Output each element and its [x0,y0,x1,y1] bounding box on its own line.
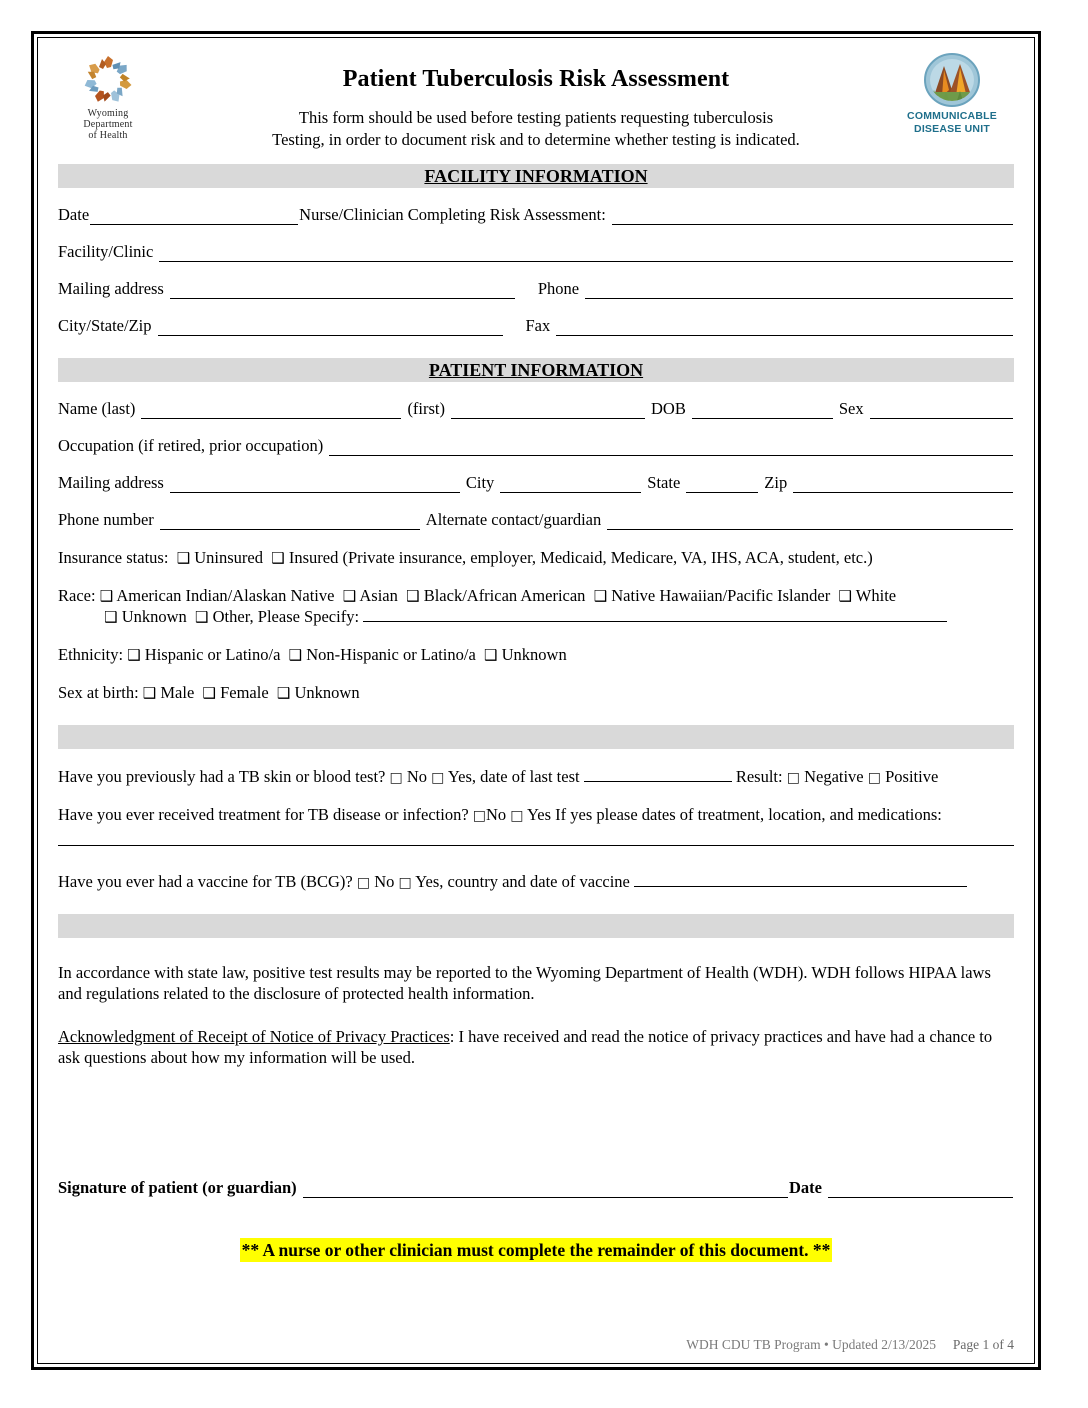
checkbox-previous-test-no[interactable]: □ [389,770,403,786]
patient-state-label: State [647,473,681,492]
privacy-state-law-paragraph: In accordance with state law, positive test results may be reported to the Wyoming Department of Health (WDH). WDH follows HIPAA laws and regulations related to the disclosure of protected health information. [58,963,991,1003]
footer-separator: • [824,1337,829,1352]
wyoming-department-of-health-logo [64,52,152,141]
facility-mailing-label: Mailing address [58,279,164,298]
section-header-tb-history [58,725,1014,749]
signature-input[interactable] [303,1182,788,1198]
cdu-logo-line-2: DISEASE UNIT [914,122,990,135]
patient-sex-at-birth-row [58,682,1014,703]
patient-ethnicity-label: Ethnicity: [58,645,124,664]
patient-sex-option-female: Female [220,683,269,702]
patient-sex-option-unknown: Unknown [294,683,360,702]
checkbox-treatment-no[interactable]: □ [472,808,486,824]
checkbox-ethnicity-hispanic[interactable]: ❑ [127,646,141,664]
tb-bcg-no-label: No [374,872,395,891]
patient-race-option-other-label: Other, Please Specify: [212,607,360,626]
tb-previous-test-date-input[interactable] [584,767,732,782]
facility-city-state-zip-label: City/State/Zip [58,316,152,335]
patient-phone-row [58,510,1014,530]
privacy-acknowledgment-body: : I have received and read the notice of privacy practices and have had a chance to ask questions about how my information will be used. [58,1027,993,1067]
tb-bcg-question: Have you ever had a vaccine for TB (BCG)? [58,872,353,891]
patient-name-last-input[interactable] [141,403,401,419]
tb-previous-test-no-label: No [406,767,428,786]
patient-sex-label: Sex [838,399,864,418]
footer-program: WDH CDU TB Program [686,1337,821,1352]
checkbox-insured[interactable]: ❑ [271,549,285,567]
wdh-logo-line-3: of Health [88,130,128,141]
patient-zip-input[interactable] [793,477,1013,493]
patient-insurance-option-insured: Insured (Private insurance, employer, Medicaid, Medicare, VA, IHS, ACA, student, etc.) [288,548,873,567]
patient-insurance-row [58,547,1014,568]
subtitle-line-2: Testing, in order to document risk and to determine whether testing is indicated. [272,130,800,149]
document-page [31,31,1041,1370]
patient-phone-input[interactable] [160,514,420,530]
patient-insurance-option-uninsured: Uninsured [194,548,264,567]
checkbox-race-native-hawaiian-pacific-islander[interactable]: ❑ [593,587,608,605]
privacy-acknowledgment-paragraph [58,1026,1014,1068]
section-header-facility-information-label: FACILITY INFORMATION [424,166,648,186]
checkbox-ethnicity-unknown[interactable]: ❑ [484,646,498,664]
checkbox-uninsured[interactable]: ❑ [176,549,191,567]
checkbox-result-negative[interactable]: □ [786,770,800,786]
patient-name-last-label: Name (last) [58,399,136,418]
patient-alternate-label: Alternate contact/guardian [425,510,602,529]
facility-mailing-row [58,279,1014,299]
patient-city-input[interactable] [500,477,641,493]
tb-bcg-row [58,871,1014,892]
tb-previous-test-yes-label: Yes, date of last test [447,767,580,786]
checkbox-race-american-indian-alaskan-native[interactable]: ❑ [99,587,114,605]
checkbox-race-asian[interactable]: ❑ [342,587,357,605]
checkbox-race-black-african-american[interactable]: ❑ [406,587,420,605]
tb-treatment-yes-label: Yes If yes please dates of treatment, location, and medications: [527,805,942,824]
tb-treatment-question: Have you ever received treatment for TB disease or infection? [58,805,469,824]
patient-race-row [58,585,1014,627]
checkbox-bcg-no[interactable]: □ [356,875,371,891]
patient-name-first-input[interactable] [451,403,645,419]
patient-sex-at-birth-label: Sex at birth: [58,683,139,702]
tb-previous-test-row [58,766,1014,787]
checkbox-treatment-yes[interactable]: □ [510,808,524,824]
facility-phone-input[interactable] [585,283,1013,299]
section-header-facility-information [58,164,1014,188]
facility-date-label: Date [58,205,90,224]
patient-ethnicity-option-unknown: Unknown [501,645,567,664]
patient-dob-input[interactable] [692,403,833,419]
facility-city-state-zip-input[interactable] [158,320,503,336]
signature-date-input[interactable] [828,1182,1013,1198]
patient-insurance-label: Insurance status: [58,548,169,567]
page-content [38,38,1034,1363]
facility-city-state-zip-row [58,316,1014,336]
facility-fax-input[interactable] [556,320,1013,336]
tb-previous-test-question: Have you previously had a TB skin or blood test? [58,767,386,786]
facility-date-input[interactable] [90,209,298,225]
checkbox-result-positive[interactable]: □ [867,770,881,786]
page-footer [686,1337,1014,1353]
communicable-disease-unit-logo [896,52,1008,135]
facility-phone-label: Phone [537,279,580,298]
section-header-patient-information [58,358,1014,382]
checkbox-previous-test-yes[interactable]: □ [431,770,445,786]
facility-date-row [58,205,1014,225]
cdu-mountain-badge-icon [922,52,982,110]
checkbox-sex-female[interactable]: ❑ [202,684,216,702]
patient-alternate-input[interactable] [607,514,1013,530]
tb-treatment-no-label: No [486,805,507,824]
wdh-people-ring-icon [72,52,144,108]
subtitle-line-1: This form should be used before testing patients requesting tuberculosis [298,108,774,127]
patient-race-option-american-indian: American Indian/Alaskan Native [116,586,335,605]
tb-treatment-row [58,804,1014,851]
patient-phone-label: Phone number [58,510,154,529]
checkbox-race-other[interactable]: ❑ [195,608,209,626]
section-header-patient-information-label: PATIENT INFORMATION [428,360,644,380]
document-header [58,50,1014,158]
checkbox-ethnicity-non-hispanic[interactable]: ❑ [288,646,303,664]
wdh-logo-line-1: Wyoming [87,108,129,119]
patient-race-label: Race: [58,586,96,605]
patient-race-option-asian: Asian [359,586,398,605]
patient-occupation-input[interactable] [329,440,1013,456]
patient-mailing-input[interactable] [170,477,460,493]
privacy-acknowledgment-heading: Acknowledgment of Receipt of Notice of Privacy Practices [58,1027,450,1046]
tb-result-positive-label: Positive [885,767,939,786]
wdh-logo-line-2: Department [83,119,133,130]
checkbox-race-unknown[interactable]: ❑ [104,608,118,626]
checkbox-sex-male[interactable]: ❑ [142,684,157,702]
facility-clinic-row [58,242,1014,262]
footer-page-number: Page 1 of 4 [952,1337,1014,1352]
patient-mailing-row [58,473,1014,493]
signature-label: Signature of patient (or guardian) [58,1178,297,1197]
patient-mailing-label: Mailing address [58,473,164,492]
patient-race-option-black: Black/African American [423,586,586,605]
tb-treatment-details-input[interactable] [58,831,1014,846]
facility-clinic-label: Facility/Clinic [58,242,154,261]
page-inner-border [37,37,1035,1364]
patient-race-option-native-hawaiian: Native Hawaiian/Pacific Islander [611,586,831,605]
patient-dob-label: DOB [651,399,686,418]
patient-sex-input[interactable] [870,403,1013,419]
section-header-privacy [58,914,1014,938]
patient-city-label: City [465,473,495,492]
patient-occupation-row [58,436,1014,456]
patient-state-input[interactable] [686,477,758,493]
page-title: Patient Tuberculosis Risk Assessment [342,66,730,92]
tb-previous-test-result-label: Result: [735,767,783,786]
facility-fax-label: Fax [525,316,551,335]
patient-ethnicity-option-non-hispanic: Non-Hispanic or Latino/a [306,645,476,664]
document-subtitle [58,93,1014,151]
patient-name-row [58,399,1014,419]
facility-mailing-input[interactable] [170,283,515,299]
clinician-notice-text: ** A nurse or other clinician must complete the remainder of this document. ** [241,1240,831,1260]
facility-nurse-label: Nurse/Clinician Completing Risk Assessment: [299,205,606,224]
patient-zip-label: Zip [764,473,788,492]
footer-updated: Updated 2/13/2025 [832,1337,936,1352]
patient-ethnicity-row [58,644,1014,665]
tb-bcg-country-date-input[interactable] [634,872,967,887]
patient-ethnicity-option-hispanic: Hispanic or Latino/a [144,645,281,664]
patient-name-first-label: (first) [407,399,446,418]
tb-bcg-yes-label: Yes, country and date of vaccine [415,872,630,891]
signature-date-label: Date [789,1178,822,1197]
patient-occupation-label: Occupation (if retired, prior occupation) [58,436,324,455]
clinician-notice-row [58,1238,1014,1262]
checkbox-sex-unknown[interactable]: ❑ [276,684,291,702]
facility-nurse-input[interactable] [612,209,1013,225]
tb-result-negative-label: Negative [804,767,864,786]
patient-sex-option-male: Male [160,683,195,702]
cdu-logo-line-1: COMMUNICABLE [907,110,997,122]
patient-race-option-unknown: Unknown [121,607,187,626]
checkbox-bcg-yes[interactable]: □ [398,875,412,891]
patient-race-option-white: White [855,586,897,605]
checkbox-race-white[interactable]: ❑ [838,587,852,605]
signature-row [58,1178,1014,1198]
facility-clinic-input[interactable] [159,246,1013,262]
patient-race-other-input[interactable] [363,607,947,622]
